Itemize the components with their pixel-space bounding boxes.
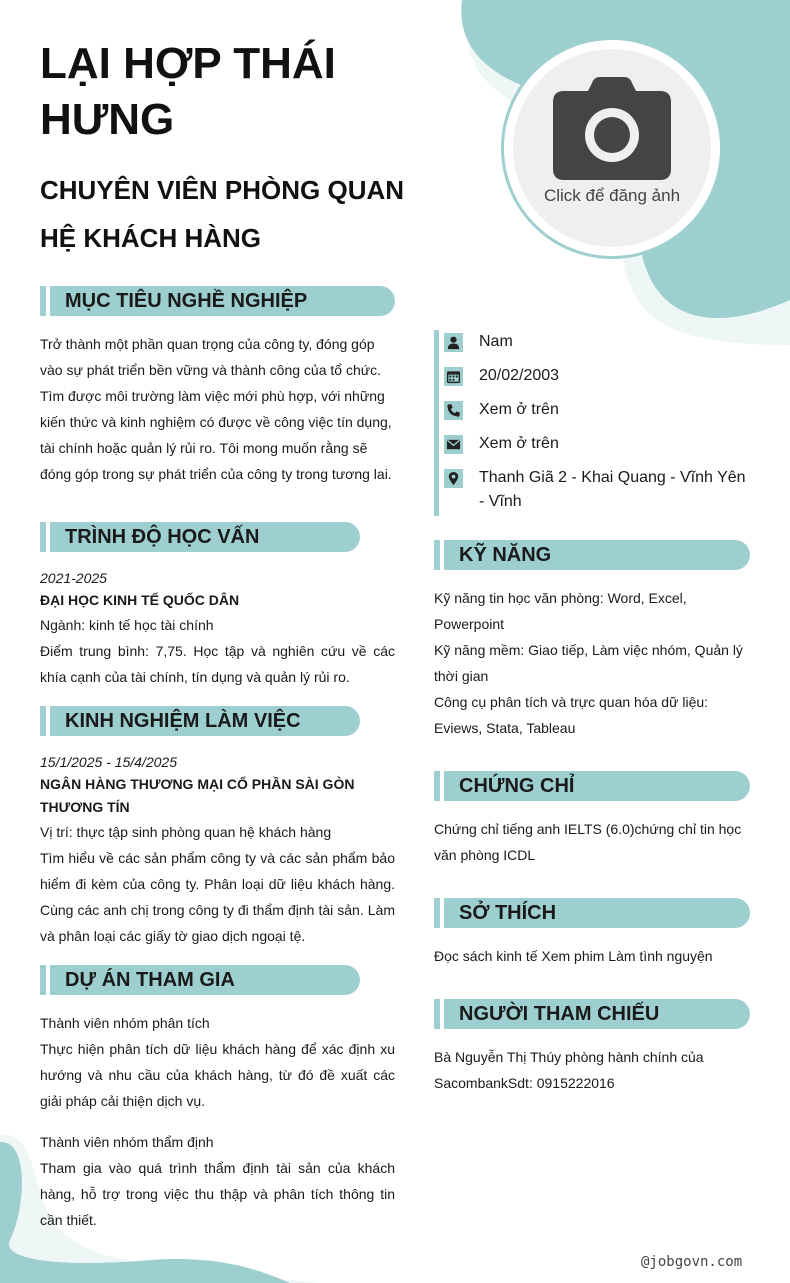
project-item — [40, 1010, 395, 1114]
skill-item: Công cụ phân tích và trực quan hóa dữ liệu: Eviews, Stata, Tableau — [434, 694, 709, 736]
skill-item: Kỹ năng tin học văn phòng: Word, Excel, Powerpoint — [434, 590, 687, 632]
certificates-section-header — [434, 771, 750, 801]
certificates-title: CHỨNG CHỈ — [459, 775, 575, 797]
references-title: NGƯỜI THAM CHIẾU — [459, 1003, 660, 1025]
info-birthday — [444, 364, 754, 388]
education-detail: Điểm trung bình: 7,75. Học tập và nghiên cứu về các khía cạnh của tài chính, tín dụng và quản lý rủi ro. — [40, 643, 395, 685]
hobbies-title: SỞ THÍCH — [459, 902, 557, 924]
experience-role: Vị trí: thực tập sinh phòng quan hệ khách hàng — [40, 824, 332, 840]
skills-title: KỸ NĂNG — [459, 544, 552, 566]
project-detail: Thực hiện phân tích dữ liệu khách hàng để xác định xu hướng và nhu cầu của khách hàng, từ đó đề xuất các giải pháp cải thiện dịch vụ. — [40, 1041, 395, 1109]
objective-text: Trở thành một phần quan trọng của công ty, đóng góp vào sự phát triển bền vững và thành công của tổ chức. Tìm được môi trường làm việc mới phù hợp, với những kiến thức và kinh nghiệm có được về công việc tín dụng, tài chính hoặc quản lý rủi ro. Tôi mong muốn rằng sẽ đóng góp trong sự phát triển của công ty trong tương lai. — [40, 336, 392, 482]
education-section-header — [40, 522, 360, 552]
email-icon — [444, 435, 463, 454]
education-block — [40, 567, 395, 690]
project-item — [40, 1129, 395, 1233]
references-section-header — [434, 999, 750, 1029]
experience-period: 15/1/2025 - 15/4/2025 — [40, 754, 178, 770]
birthday-value: 20/02/2003 — [479, 367, 560, 384]
calendar-icon — [444, 367, 463, 386]
map-pin-icon — [444, 469, 463, 488]
skills-section-header — [434, 540, 750, 570]
experience-section-header — [40, 706, 360, 736]
projects-title: DỰ ÁN THAM GIA — [65, 969, 235, 991]
candidate-name: LẠI HỢP THÁI HƯNG — [40, 39, 336, 144]
person-icon — [444, 333, 463, 352]
address-value: Thanh Giã 2 - Khai Quang - Vĩnh Yên - Vĩnh — [479, 469, 746, 510]
projects-section-header — [40, 965, 360, 995]
certificates-text: Chứng chỉ tiếng anh IELTS (6.0)chứng chỉ tin học văn phòng ICDL — [434, 821, 742, 863]
gender-value: Nam — [479, 333, 513, 350]
project-detail: Tham gia vào quá trình thẩm định tài sản của khách hàng, hỗ trợ trong việc thu thập và phân tích thông tin cần thiết. — [40, 1160, 395, 1228]
references-text: Bà Nguyễn Thị Thúy phòng hành chính của SacombankSdt: 0915222016 — [434, 1049, 704, 1091]
skills-list — [434, 585, 750, 741]
footer-watermark: @jobgovn.com — [641, 1254, 743, 1270]
avatar-upload[interactable] — [513, 49, 711, 247]
camera-icon — [552, 77, 672, 181]
info-phone — [444, 398, 754, 422]
education-major: Ngành: kinh tế học tài chính — [40, 617, 214, 633]
experience-block — [40, 751, 395, 949]
candidate-position: CHUYÊN VIÊN PHÒNG QUAN HỆ KHÁCH HÀNG — [40, 175, 405, 253]
education-school: ĐẠI HỌC KINH TẾ QUỐC DÂN — [40, 592, 240, 608]
objective-section-header — [40, 286, 395, 316]
info-gender — [444, 330, 754, 354]
phone-icon — [444, 401, 463, 420]
experience-company: NGÂN HÀNG THƯƠNG MẠI CỔ PHẦN SÀI GÒN THƯƠNG TÍN — [40, 776, 355, 815]
info-email — [444, 432, 754, 456]
project-role: Thành viên nhóm phân tích — [40, 1015, 210, 1031]
education-title: TRÌNH ĐỘ HỌC VẤN — [65, 526, 260, 548]
experience-title: KINH NGHIỆM LÀM VIỆC — [65, 710, 301, 732]
email-value: Xem ở trên — [479, 435, 559, 452]
experience-detail: Tìm hiểu về các sản phẩm công ty và các sản phẩm bảo hiểm đi kèm của công ty. Phân loại dữ liệu khách hàng. Cùng các anh chị trong công ty đi thẩm định tài sản. Làm và phân loại các giấy tờ giao dịch ngoại tệ. — [40, 850, 395, 944]
personal-info — [434, 330, 754, 516]
skill-item: Kỹ năng mềm: Giao tiếp, Làm việc nhóm, Quản lý thời gian — [434, 642, 743, 684]
project-role: Thành viên nhóm thẩm định — [40, 1134, 214, 1150]
info-address — [444, 466, 754, 514]
education-period: 2021-2025 — [40, 570, 107, 586]
hobbies-text: Đọc sách kinh tế Xem phim Làm tình nguyện — [434, 948, 713, 964]
phone-value: Xem ở trên — [479, 401, 559, 418]
hobbies-section-header — [434, 898, 750, 928]
objective-title: MỤC TIÊU NGHỀ NGHIỆP — [65, 290, 308, 312]
avatar-caption[interactable]: Click để đăng ảnh — [543, 186, 681, 205]
